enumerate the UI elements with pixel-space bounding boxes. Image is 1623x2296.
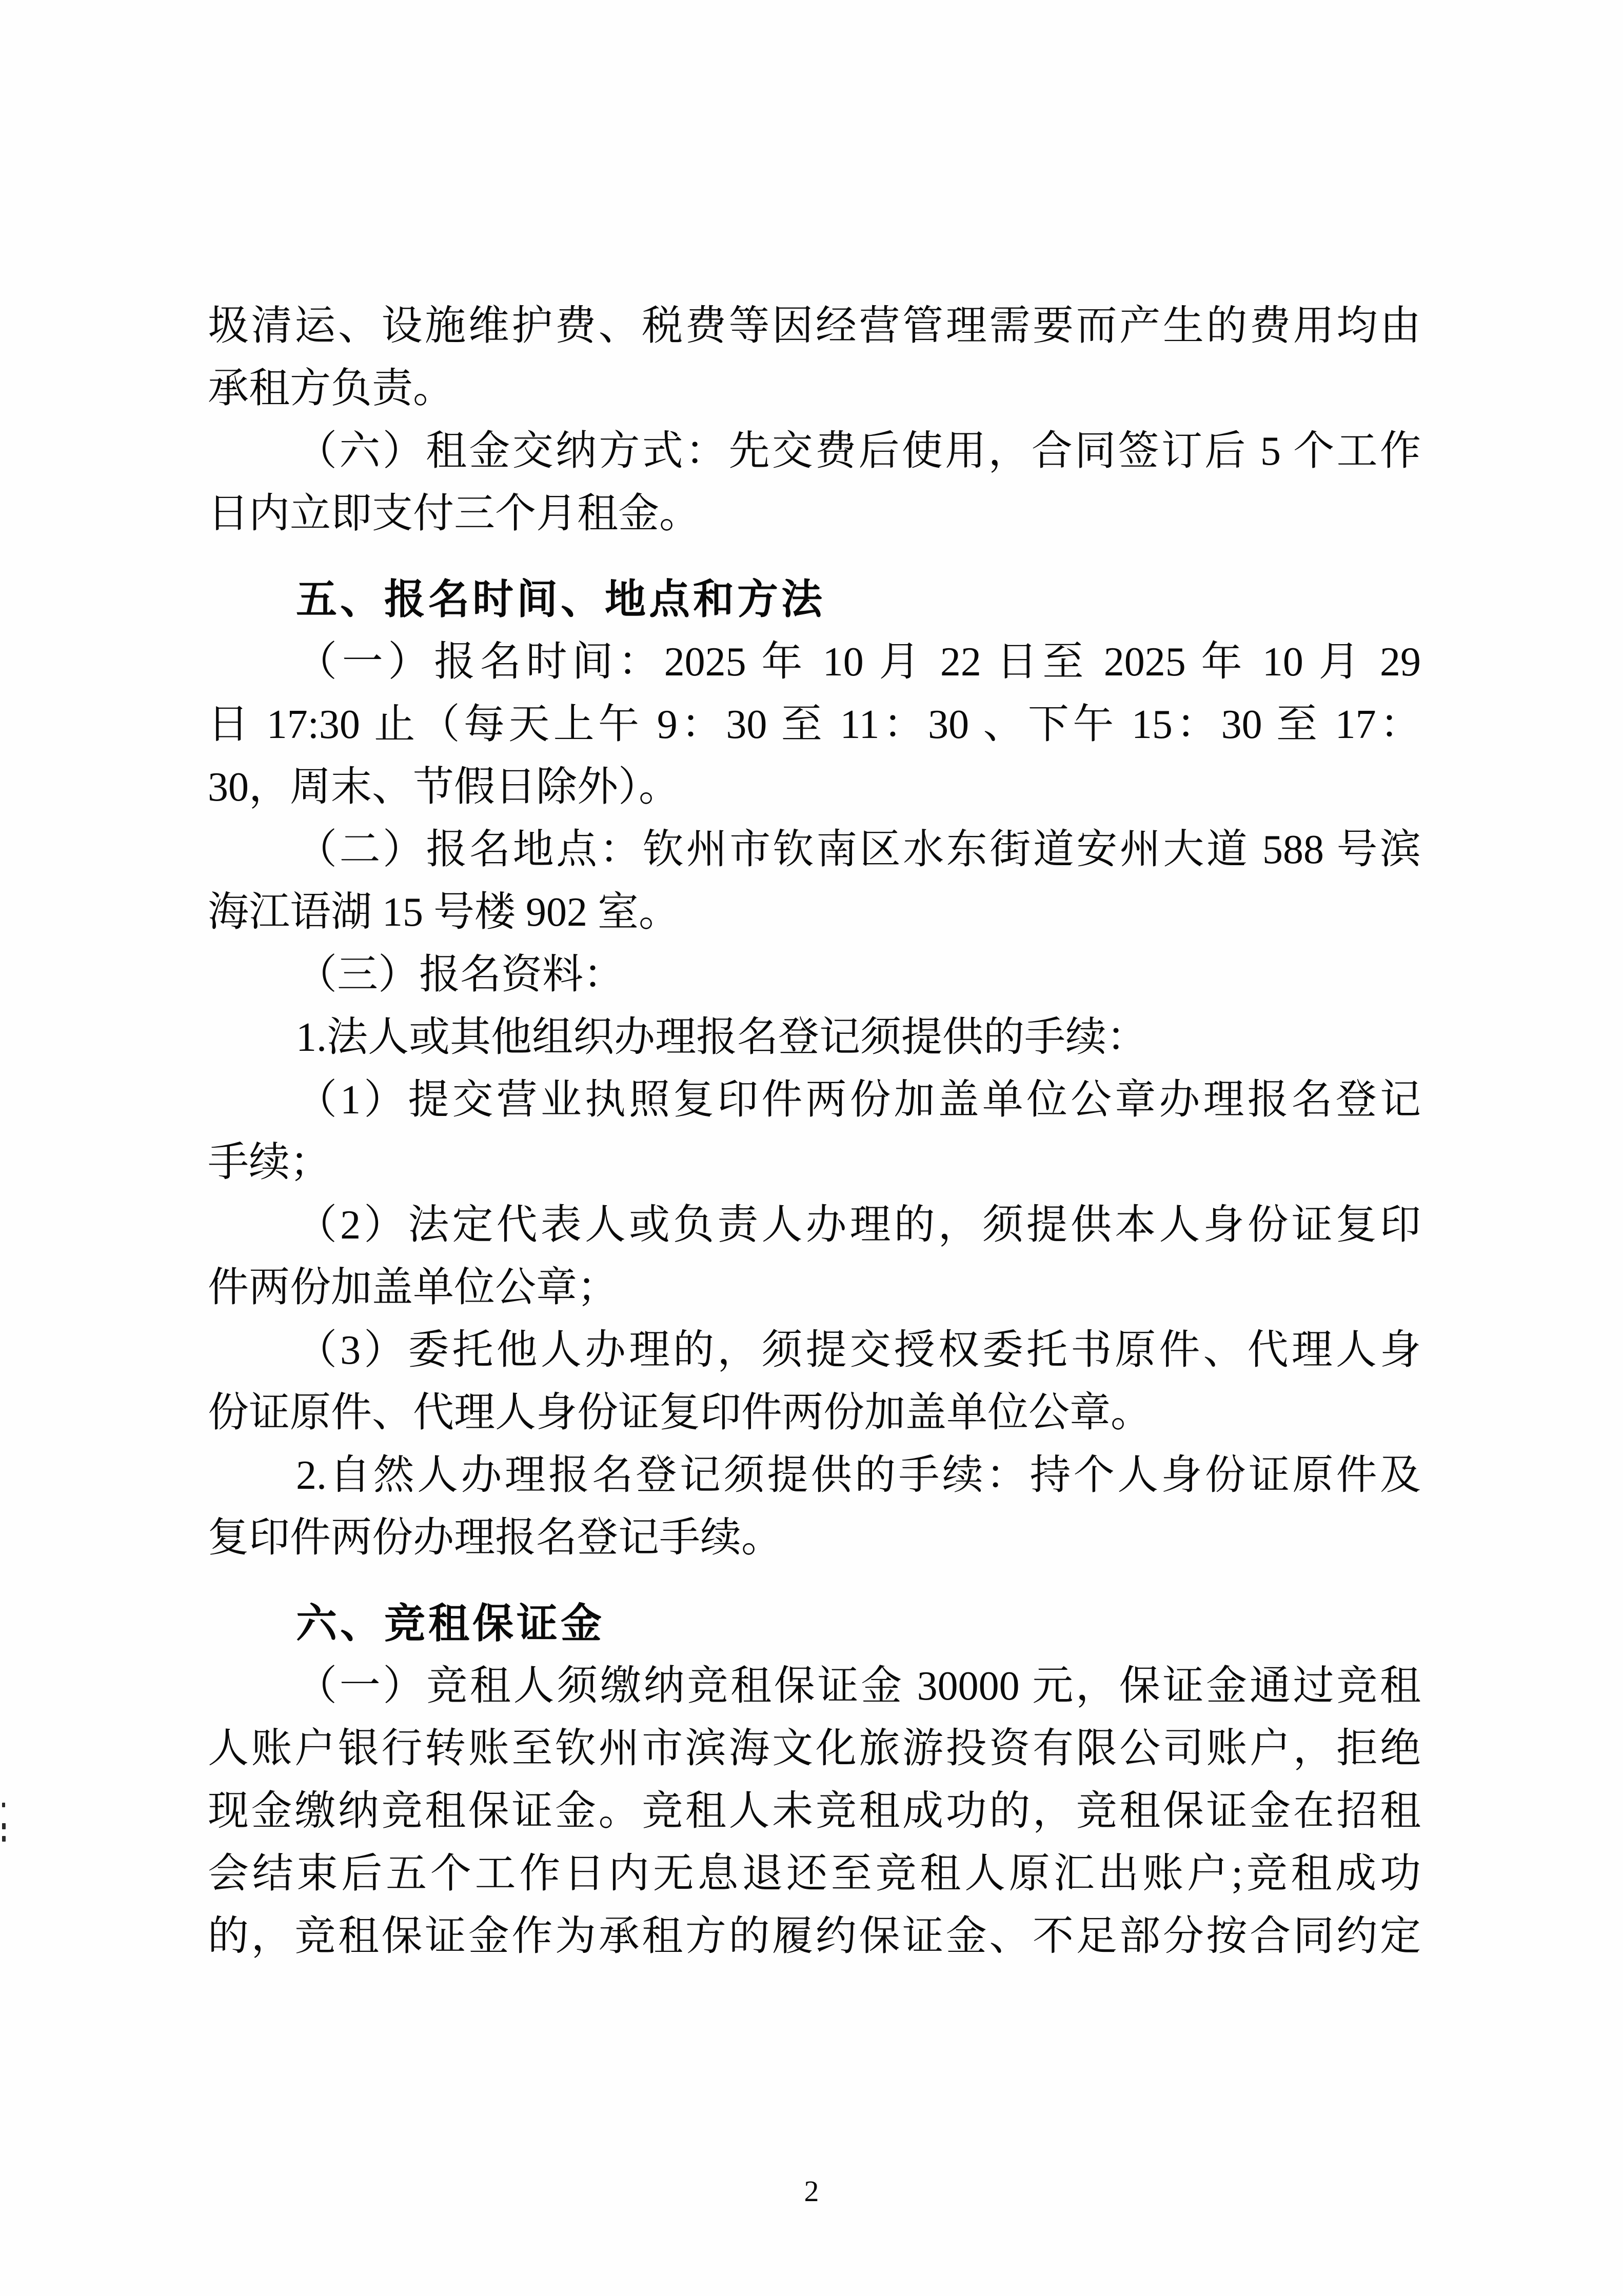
text-line: 人账户银行转账至钦州市滨海文化旅游投资有限公司账户，拒绝 [208, 1726, 1421, 1771]
text-line: 手续； [208, 1140, 331, 1185]
document-body [208, 295, 1421, 1968]
text-line: 30，周末、节假日除外）。 [208, 765, 680, 810]
text-line: 的，竞租保证金作为承租方的履约保证金、不足部分按合同约定 [208, 1914, 1421, 1959]
text-line: （一）报名时间：2025 年 10 月 22 日至 2025 年 10 月 29 [296, 640, 1421, 685]
text-line: （一）竞租人须缴纳竞租保证金 30000 元，保证金通过竞租 [296, 1664, 1421, 1709]
text-line: 复印件两份办理报名登记手续。 [208, 1515, 782, 1561]
text-line: （二）报名地点：钦州市钦南区水东街道安州大道 588 号滨 [296, 827, 1421, 872]
text-line: 会结束后五个工作日内无息退还至竞租人原汇出账户;竞租成功 [208, 1851, 1421, 1896]
text-line: 日内立即支付三个月租金。 [208, 491, 700, 536]
scan-speck [2, 1823, 6, 1829]
section-heading: 六、竞租保证金 [296, 1601, 605, 1646]
section-heading: 五、报名时间、地点和方法 [296, 576, 825, 622]
text-line: 1.法人或其他组织办理报名登记须提供的手续： [296, 1015, 1147, 1060]
text-line: 日 17:30 止（每天上午 9：30 至 11：30 、下午 15：30 至 17： [208, 702, 1421, 747]
text-line: （六）租金交纳方式：先交费后使用，合同签订后 5 个工作 [296, 429, 1421, 474]
text-line: 海江语湖 15 号楼 902 室。 [208, 890, 680, 935]
text-line: （三）报名资料： [296, 952, 624, 997]
text-line: 件两份加盖单位公章； [208, 1265, 618, 1310]
scan-speck [2, 1836, 6, 1842]
text-line: （2）法定代表人或负责人办理的，须提供本人身份证复印 [296, 1203, 1421, 1248]
text-line: 2.自然人办理报名登记须提供的手续：持个人身份证原件及 [296, 1453, 1421, 1498]
text-line: 份证原件、代理人身份证复印件两份加盖单位公章。 [208, 1390, 1152, 1435]
text-line: 现金缴纳竞租保证金。竞租人未竞租成功的，竞租保证金在招租 [208, 1789, 1421, 1834]
text-line: （3）委托他人办理的，须提交授权委托书原件、代理人身 [296, 1328, 1421, 1373]
text-line: 承租方负责。 [208, 366, 454, 411]
scan-speck [2, 1803, 5, 1807]
text-line: （1）提交营业执照复印件两份加盖单位公章办理报名登记 [296, 1077, 1421, 1123]
text-line: 圾清运、设施维护费、税费等因经营管理需要而产生的费用均由 [208, 304, 1421, 349]
page-number: 2 [804, 2174, 819, 2208]
